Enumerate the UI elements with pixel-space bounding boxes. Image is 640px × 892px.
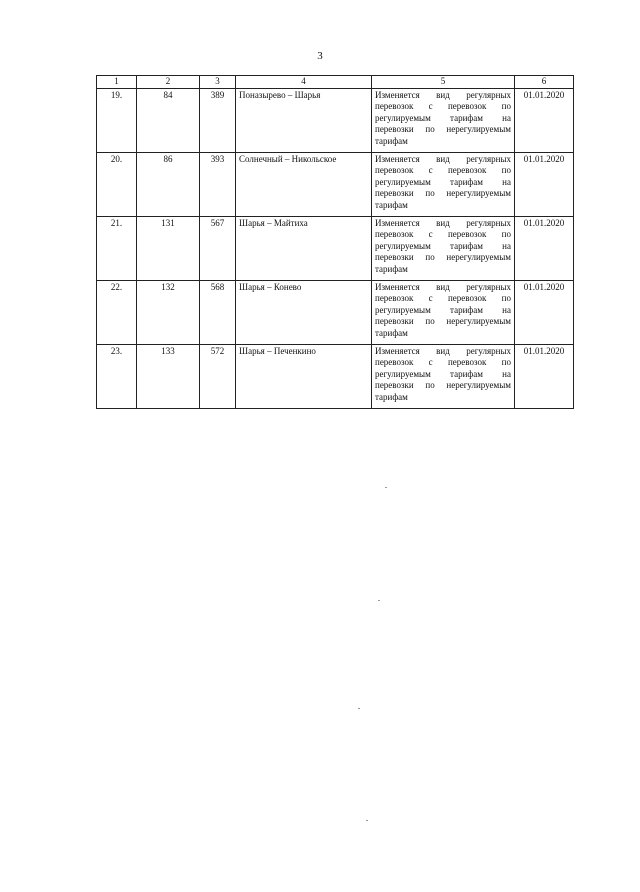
effective-date: 01.01.2020 (515, 152, 574, 216)
route-name: Шарья – Конево (236, 280, 372, 344)
change-description: Изменяется вид регулярных перевозок с перевозок по регулируемым тарифам на перевозки по нерегулируемым тарифам (372, 344, 515, 408)
change-description: Изменяется вид регулярных перевозок с перевозок по регулируемым тарифам на перевозки по нерегулируемым тарифам (372, 280, 515, 344)
routes-table (96, 75, 574, 409)
route-number: 132 (137, 280, 200, 344)
header-cell: 6 (515, 76, 574, 89)
row-number: 22. (97, 280, 137, 344)
route-name: Поназырево – Шарья (236, 88, 372, 152)
route-name: Шарья – Печенкино (236, 344, 372, 408)
row-number: 23. (97, 344, 137, 408)
header-cell: 3 (200, 76, 236, 89)
change-description: Изменяется вид регулярных перевозок с перевозок по регулируемым тарифам на перевозки по нерегулируемым тарифам (372, 152, 515, 216)
table-row (97, 344, 574, 408)
table-row (97, 280, 574, 344)
registry-number: 389 (200, 88, 236, 152)
scan-speck (358, 708, 360, 709)
header-cell: 1 (97, 76, 137, 89)
effective-date: 01.01.2020 (515, 280, 574, 344)
route-name: Шарья – Майтиха (236, 216, 372, 280)
header-cell: 5 (372, 76, 515, 89)
effective-date: 01.01.2020 (515, 88, 574, 152)
route-name: Солнечный – Никольское (236, 152, 372, 216)
row-number: 19. (97, 88, 137, 152)
table-row (97, 152, 574, 216)
effective-date: 01.01.2020 (515, 344, 574, 408)
route-number: 86 (137, 152, 200, 216)
table-header-row (97, 76, 574, 89)
scan-speck (378, 600, 380, 601)
row-number: 20. (97, 152, 137, 216)
registry-number: 393 (200, 152, 236, 216)
table-row (97, 88, 574, 152)
registry-number: 567 (200, 216, 236, 280)
change-description: Изменяется вид регулярных перевозок с перевозок по регулируемым тарифам на перевозки по нерегулируемым тарифам (372, 216, 515, 280)
page-number: 3 (317, 50, 323, 62)
effective-date: 01.01.2020 (515, 216, 574, 280)
scan-speck (385, 487, 387, 488)
route-number: 131 (137, 216, 200, 280)
registry-number: 568 (200, 280, 236, 344)
registry-number: 572 (200, 344, 236, 408)
change-description: Изменяется вид регулярных перевозок с перевозок по регулируемым тарифам на перевозки по нерегулируемым тарифам (372, 88, 515, 152)
route-number: 84 (137, 88, 200, 152)
table-row (97, 216, 574, 280)
scan-speck (366, 820, 368, 821)
header-cell: 4 (236, 76, 372, 89)
row-number: 21. (97, 216, 137, 280)
header-cell: 2 (137, 76, 200, 89)
route-number: 133 (137, 344, 200, 408)
